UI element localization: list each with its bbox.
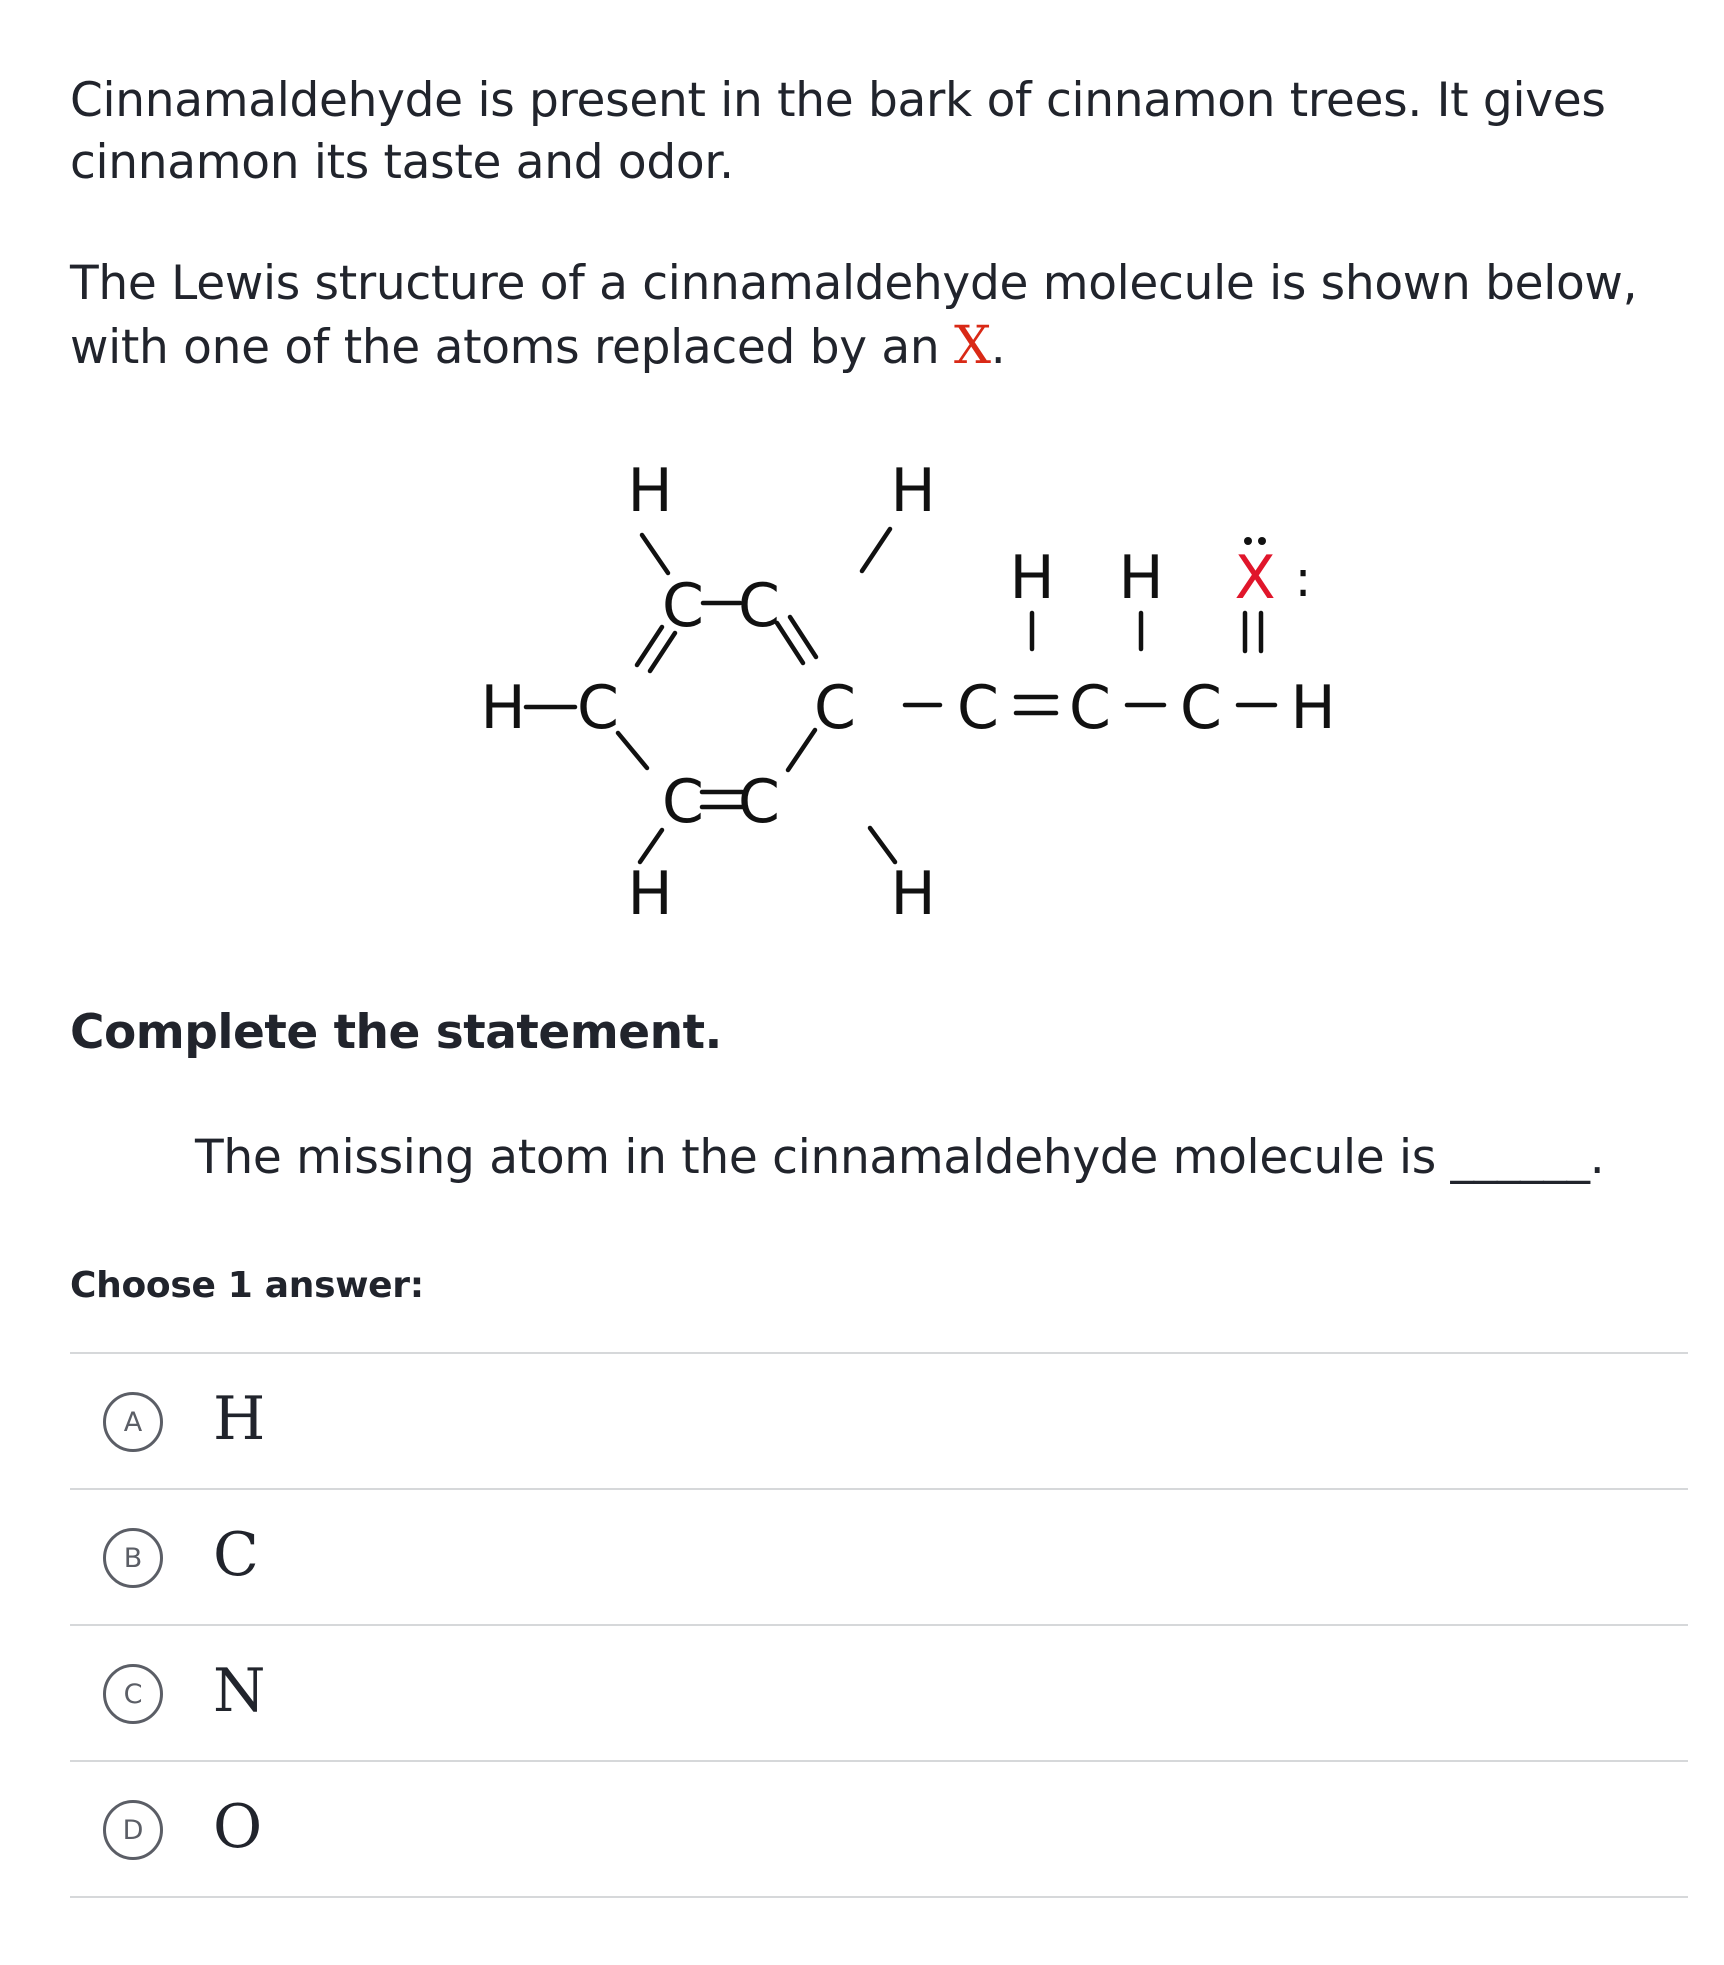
lewis-paragraph-end: .	[990, 320, 1006, 375]
atom-c-ring-right: C	[814, 673, 856, 743]
atom-c-ring-top-right: C	[738, 571, 780, 641]
choice-b-text: C	[213, 1520, 259, 1590]
choice-d-letter-circle: D	[103, 1800, 163, 1860]
lewis-structure-diagram	[470, 440, 1410, 960]
lewis-paragraph-text: The Lewis structure of a cinnamaldehyde molecule is shown below, with one of the atoms replaced by an	[70, 256, 1638, 375]
atom-h-chain-2: H	[1118, 543, 1164, 613]
atom-c-ring-bottom-left: C	[662, 767, 704, 837]
choice-b[interactable]	[70, 1488, 1688, 1624]
atom-h-ring-bottom-left: H	[627, 859, 673, 929]
choice-c-text: N	[213, 1656, 266, 1726]
statement-text: The missing atom in the cinnamaldehyde molecule is ______.	[195, 1130, 1605, 1185]
atom-x-highlighted: X	[1234, 543, 1276, 613]
atom-h-ring-bottom-right: H	[890, 859, 936, 929]
choice-c-letter-circle: C	[103, 1664, 163, 1724]
choice-c[interactable]	[70, 1624, 1688, 1760]
atom-h-chain-1: H	[1009, 543, 1055, 613]
choice-b-letter-circle: B	[103, 1528, 163, 1588]
choice-a-letter-circle: A	[103, 1392, 163, 1452]
atom-c-chain-1: C	[957, 673, 999, 743]
atom-h-ring-top-right: H	[890, 456, 936, 526]
complete-statement-heading: Complete the statement.	[70, 1005, 722, 1060]
atom-h-ring-left: H	[480, 673, 526, 743]
choice-a[interactable]	[70, 1352, 1688, 1488]
choice-d-text: O	[213, 1792, 263, 1862]
atom-c-ring-bottom-right: C	[738, 767, 780, 837]
choose-answer-label: Choose 1 answer:	[70, 1265, 424, 1306]
choices-bottom-divider	[70, 1896, 1688, 1898]
answer-choices	[70, 1352, 1688, 1898]
atom-h-chain-end: H	[1290, 673, 1336, 743]
atom-c-ring-left: C	[577, 673, 619, 743]
choice-a-text: H	[213, 1384, 266, 1454]
atom-c-chain-2: C	[1069, 673, 1111, 743]
choice-d[interactable]	[70, 1760, 1688, 1896]
atom-h-ring-top-left: H	[627, 456, 673, 526]
atoms	[480, 456, 1335, 929]
lone-pair-colon: :	[1294, 550, 1312, 608]
atom-c-ring-top-left: C	[662, 571, 704, 641]
lewis-paragraph	[70, 253, 1690, 379]
atom-c-chain-3: C	[1180, 673, 1222, 743]
intro-paragraph: Cinnamaldehyde is present in the bark of cinnamon trees. It gives cinnamon its taste and odor.	[70, 73, 1606, 190]
x-variable: X	[954, 316, 991, 376]
